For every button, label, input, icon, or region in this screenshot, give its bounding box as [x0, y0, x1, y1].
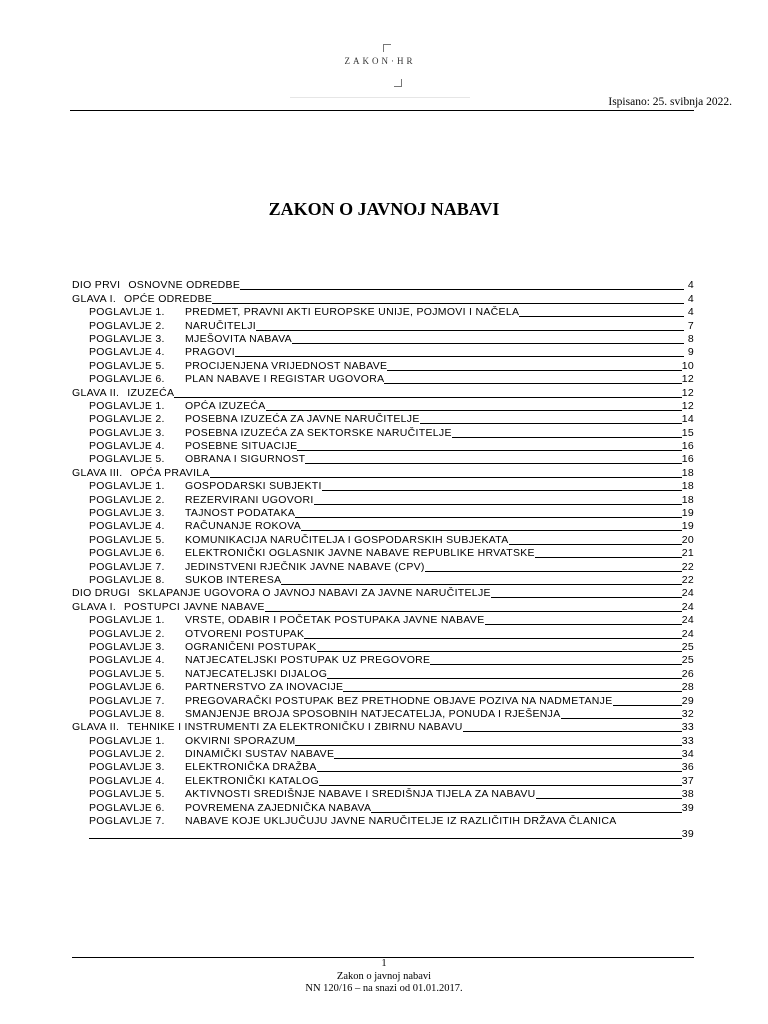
toc-leader-line	[535, 557, 682, 558]
toc-leader-line	[509, 544, 682, 545]
table-of-contents	[72, 279, 694, 841]
toc-entry-title: VRSTE, ODABIR I POČETAK POSTUPAKA JAVNE NABAVE	[185, 614, 485, 627]
toc-entry-number: POGLAVLJE 7.	[89, 815, 165, 828]
toc-entry-page: 12	[681, 386, 694, 399]
toc-entry-title: RAČUNANJE ROKOVA	[185, 520, 302, 533]
toc-entry-number: POGLAVLJE 3.	[89, 507, 165, 520]
toc-entry-page: 14	[681, 413, 694, 426]
toc-entry-page: 34	[681, 748, 694, 761]
page-footer	[0, 958, 768, 996]
toc-entry-title: NATJECATELJSKI POSTUPAK UZ PREGOVORE	[185, 654, 431, 667]
toc-entry[interactable]	[72, 413, 694, 426]
toc-entry-title: PREDMET, PRAVNI AKTI EUROPSKE UNIJE, POJMOVI I NAČELA	[185, 306, 520, 319]
toc-entry[interactable]	[72, 761, 694, 774]
toc-entry-title: SKLAPANJE UGOVORA O JAVNOJ NABAVI ZA JAVNE NARUČITELJE	[138, 587, 491, 600]
toc-entry-label	[89, 788, 536, 801]
toc-entry-title: SMANJENJE BROJA SPOSOBNIH NATJECATELJA, PONUDA I RJEŠENJA	[185, 707, 561, 720]
toc-entry-page: 19	[681, 507, 694, 520]
toc-entry-continuation	[72, 828, 694, 841]
header-rule	[70, 110, 694, 111]
toc-entry-number: POGLAVLJE 1.	[89, 480, 165, 493]
toc-entry-number: POGLAVLJE 6.	[89, 681, 165, 694]
toc-entry[interactable]	[72, 440, 694, 453]
toc-entry[interactable]	[72, 426, 694, 439]
toc-entry-label	[89, 306, 519, 319]
toc-entry-number: GLAVA III.	[72, 466, 123, 479]
toc-leader-line	[301, 530, 682, 531]
toc-entry-page: 4	[687, 279, 694, 292]
toc-entry-label	[89, 400, 266, 413]
toc-entry[interactable]	[72, 600, 694, 613]
footer-gazette-reference: NN 120/16 – na snazi od 01.01.2017.	[305, 983, 463, 994]
toc-entry-number: POGLAVLJE 4.	[89, 520, 165, 533]
toc-entry[interactable]	[72, 279, 694, 292]
toc-entry-title: OGRANIČENI POSTUPAK	[185, 640, 317, 653]
toc-entry-page: 16	[681, 453, 694, 466]
toc-entry-number: POGLAVLJE 1.	[89, 306, 165, 319]
toc-leader-line	[561, 718, 682, 719]
toc-leader-line	[292, 343, 684, 344]
toc-entry-page: 33	[681, 721, 694, 734]
logo-brand-text: ZAKON·HR	[344, 56, 416, 66]
toc-entry-page: 36	[681, 761, 694, 774]
toc-leader-line	[322, 490, 682, 491]
toc-entry-number: POGLAVLJE 5.	[89, 533, 165, 546]
toc-entry[interactable]	[72, 306, 694, 319]
toc-leader-line	[317, 651, 682, 652]
toc-entry-page: 18	[681, 493, 694, 506]
toc-entry[interactable]	[72, 292, 694, 305]
toc-entry-title: OPĆA PRAVILA	[130, 466, 210, 479]
toc-entry[interactable]	[72, 815, 694, 828]
toc-entry[interactable]	[72, 708, 694, 721]
toc-entry-label	[89, 494, 314, 507]
toc-entry-label	[89, 735, 295, 748]
toc-entry-title: JEDINSTVENI RJEČNIK JAVNE NABAVE (CPV)	[185, 560, 425, 573]
toc-entry-label	[89, 641, 317, 654]
toc-entry-title: PREGOVARAČKI POSTUPAK BEZ PRETHODNE OBJAVE POZIVA NA NADMETANJE	[185, 694, 613, 707]
toc-entry-number: POGLAVLJE 5.	[89, 359, 165, 372]
toc-entry-label	[72, 279, 240, 292]
toc-entry[interactable]	[72, 627, 694, 640]
toc-entry-page: 21	[681, 547, 694, 560]
toc-leader-line	[210, 477, 682, 478]
toc-entry-page: 12	[681, 373, 694, 386]
toc-leader-line	[266, 410, 682, 411]
toc-leader-line	[281, 584, 681, 585]
toc-entry-label	[89, 668, 327, 681]
toc-entry-number: POGLAVLJE 4.	[89, 774, 165, 787]
toc-entry[interactable]	[72, 774, 694, 787]
toc-entry-title: ELEKTRONIČKI KATALOG	[185, 774, 319, 787]
toc-entry-label	[89, 346, 235, 359]
toc-entry-number: DIO DRUGI	[72, 587, 131, 600]
toc-entry-title: OPĆE ODREDBE	[124, 292, 213, 305]
toc-entry[interactable]	[72, 480, 694, 493]
toc-entry-label	[89, 534, 509, 547]
logo-corner-top-left-icon	[383, 44, 391, 52]
toc-entry-label	[89, 480, 322, 493]
toc-entry-label	[89, 708, 561, 721]
toc-entry-page: 18	[681, 466, 694, 479]
toc-entry[interactable]	[72, 453, 694, 466]
toc-entry-title: GOSPODARSKI SUBJEKTI	[185, 480, 322, 493]
toc-entry[interactable]	[72, 507, 694, 520]
toc-entry-number: POGLAVLJE 5.	[89, 453, 165, 466]
toc-entry[interactable]	[72, 721, 694, 734]
toc-entry-number: POGLAVLJE 6.	[89, 801, 165, 814]
toc-leader-line	[314, 504, 682, 505]
toc-leader-line	[485, 624, 682, 625]
toc-entry-label	[89, 440, 297, 453]
toc-entry[interactable]	[72, 694, 694, 707]
toc-entry-label	[89, 427, 452, 440]
toc-entry-label	[89, 413, 420, 426]
toc-entry-number: POGLAVLJE 8.	[89, 707, 165, 720]
toc-entry[interactable]	[72, 493, 694, 506]
toc-entry-title: POSEBNA IZUZEĆA ZA JAVNE NARUČITELJE	[185, 413, 420, 426]
toc-entry-title: REZERVIRANI UGOVORI	[185, 493, 314, 506]
toc-entry-page: 19	[681, 520, 694, 533]
toc-entry-page: 33	[681, 734, 694, 747]
toc-entry-page: 24	[681, 627, 694, 640]
toc-entry[interactable]	[72, 319, 694, 332]
toc-entry-title: PLAN NABAVE I REGISTAR UGOVORA	[185, 373, 385, 386]
toc-entry-label	[89, 654, 430, 667]
toc-entry-label	[89, 561, 425, 574]
toc-leader-line	[536, 798, 682, 799]
toc-entry-page: 9	[687, 346, 694, 359]
toc-entry-page: 8	[687, 332, 694, 345]
toc-entry-title: PROCIJENJENA VRIJEDNOST NABAVE	[185, 359, 388, 372]
toc-entry-number: GLAVA I.	[72, 600, 117, 613]
toc-leader-line	[297, 450, 681, 451]
toc-leader-line	[463, 731, 682, 732]
toc-leader-line	[295, 517, 682, 518]
toc-entry-label	[89, 748, 334, 761]
toc-entry[interactable]	[72, 400, 694, 413]
toc-entry-title: OTVORENI POSTUPAK	[185, 627, 305, 640]
toc-entry-number: POGLAVLJE 4.	[89, 346, 165, 359]
toc-entry-page: 39	[681, 801, 694, 814]
toc-leader-line	[327, 678, 682, 679]
toc-entry-label	[72, 721, 463, 734]
toc-entry-page: 38	[681, 788, 694, 801]
toc-entry[interactable]	[72, 667, 694, 680]
toc-entry-title: ELEKTRONIČKI OGLASNIK JAVNE NABAVE REPUBLIKE HRVATSKE	[185, 547, 535, 560]
toc-entry[interactable]	[72, 801, 694, 814]
toc-entry-page: 25	[681, 640, 694, 653]
toc-leader-line	[371, 812, 681, 813]
toc-entry-title: SUKOB INTERESA	[185, 573, 282, 586]
toc-entry-number: POGLAVLJE 6.	[89, 547, 165, 560]
toc-leader-line	[491, 597, 682, 598]
toc-leader-line	[317, 771, 682, 772]
document-title: ZAKON O JAVNOJ NABAVI	[268, 199, 500, 219]
toc-entry[interactable]	[72, 641, 694, 654]
toc-entry[interactable]	[72, 466, 694, 479]
toc-entry-number: POGLAVLJE 3.	[89, 761, 165, 774]
toc-entry-number: POGLAVLJE 3.	[89, 640, 165, 653]
toc-entry-label	[89, 574, 281, 587]
toc-entry-number: POGLAVLJE 4.	[89, 440, 165, 453]
toc-leader-line	[89, 838, 682, 839]
toc-entry-number: GLAVA II.	[72, 721, 120, 734]
toc-leader-line	[319, 785, 682, 786]
toc-entry-page: 37	[681, 774, 694, 787]
toc-entry-page: 39	[681, 828, 694, 841]
toc-entry-title: PARTNERSTVO ZA INOVACIJE	[185, 681, 344, 694]
toc-entry-title: POVREMENA ZAJEDNIČKA NABAVA	[185, 801, 372, 814]
toc-entry-label	[72, 601, 265, 614]
toc-entry-page: 26	[681, 667, 694, 680]
toc-entry-title: OKVIRNI SPORAZUM	[185, 734, 296, 747]
toc-entry-label	[89, 775, 319, 788]
toc-entry[interactable]	[72, 547, 694, 560]
toc-entry[interactable]	[72, 748, 694, 761]
toc-entry-label	[89, 695, 613, 708]
toc-entry-label	[89, 507, 295, 520]
toc-entry[interactable]	[72, 386, 694, 399]
toc-entry-title: AKTIVNOSTI SREDIŠNJE NABAVE I SREDIŠNJA TIJELA ZA NABAVU	[185, 788, 536, 801]
toc-entry-number: GLAVA I.	[72, 292, 117, 305]
toc-entry[interactable]	[72, 346, 694, 359]
toc-leader-line	[384, 383, 681, 384]
toc-leader-line	[174, 397, 681, 398]
toc-entry-page: 28	[681, 681, 694, 694]
logo-divider	[290, 97, 470, 98]
toc-entry-label	[72, 467, 210, 480]
toc-entry[interactable]	[72, 614, 694, 627]
toc-entry-number: POGLAVLJE 8.	[89, 573, 165, 586]
toc-entry-title: POSEBNA IZUZEĆA ZA SEKTORSKE NARUČITELJE	[185, 426, 452, 439]
footer-document-name: Zakon o javnoj nabavi	[336, 970, 432, 982]
toc-entry-number: POGLAVLJE 5.	[89, 788, 165, 801]
toc-entry-title: KOMUNIKACIJA NARUČITELJA I GOSPODARSKIH SUBJEKATA	[185, 533, 509, 546]
toc-entry-label	[89, 614, 485, 627]
toc-entry-number: POGLAVLJE 4.	[89, 654, 165, 667]
toc-entry-number: POGLAVLJE 1.	[89, 614, 165, 627]
toc-entry-label	[89, 761, 317, 774]
zakon-hr-logo	[290, 38, 470, 98]
toc-entry-title: MJEŠOVITA NABAVA	[185, 332, 292, 345]
toc-entry-title: DINAMIČKI SUSTAV NABAVE	[185, 748, 335, 761]
toc-entry-number: POGLAVLJE 1.	[89, 734, 165, 747]
toc-entry[interactable]	[72, 587, 694, 600]
toc-entry-label	[89, 320, 256, 333]
toc-entry-title: TEHNIKE I INSTRUMENTI ZA ELEKTRONIČKU I ZBIRNU NABAVU	[127, 721, 463, 734]
toc-entry-number: DIO PRVI	[72, 279, 121, 292]
toc-entry-page: 4	[687, 306, 694, 319]
toc-entry-number: POGLAVLJE 5.	[89, 667, 165, 680]
toc-entry[interactable]	[72, 520, 694, 533]
toc-leader-line	[334, 758, 681, 759]
toc-entry-page: 10	[681, 359, 694, 372]
toc-entry-label	[89, 520, 301, 533]
toc-entry-page: 24	[681, 600, 694, 613]
toc-entry-title: OSNOVNE ODREDBE	[128, 279, 241, 292]
toc-leader-line	[295, 745, 681, 746]
toc-entry[interactable]	[72, 681, 694, 694]
toc-leader-line	[420, 423, 682, 424]
toc-entry-number: POGLAVLJE 2.	[89, 627, 165, 640]
logo-corner-bottom-right-icon	[394, 79, 402, 87]
toc-entry-title: IZUZEĆA	[127, 386, 175, 399]
toc-entry-page: 4	[687, 292, 694, 305]
toc-entry-page: 15	[681, 426, 694, 439]
toc-entry-label	[89, 453, 305, 466]
toc-entry[interactable]	[72, 333, 694, 346]
toc-entry-label	[72, 293, 212, 306]
toc-entry-page: 22	[681, 560, 694, 573]
toc-entry-title: OPĆA IZUZEĆA	[185, 399, 266, 412]
toc-entry-title: POSEBNE SITUACIJE	[185, 440, 298, 453]
toc-entry-label	[89, 373, 384, 386]
toc-entry-page: 12	[681, 399, 694, 412]
toc-entry-label	[89, 628, 304, 641]
toc-entry-number: POGLAVLJE 1.	[89, 399, 165, 412]
toc-entry-number: POGLAVLJE 7.	[89, 560, 165, 573]
toc-entry-number: POGLAVLJE 2.	[89, 413, 165, 426]
toc-entry-label	[89, 360, 387, 373]
toc-leader-line	[265, 611, 682, 612]
toc-entry[interactable]	[72, 788, 694, 801]
toc-leader-line	[387, 370, 681, 371]
toc-entry-title: NARUČITELJI	[185, 319, 256, 332]
toc-entry-number: POGLAVLJE 6.	[89, 373, 165, 386]
toc-entry-number: POGLAVLJE 2.	[89, 319, 165, 332]
toc-entry[interactable]	[72, 654, 694, 667]
toc-entry-number: POGLAVLJE 7.	[89, 694, 165, 707]
toc-entry-page: 18	[681, 480, 694, 493]
toc-leader-line	[425, 571, 682, 572]
toc-entry-label	[89, 333, 292, 346]
toc-entry[interactable]	[72, 574, 694, 587]
toc-entry-label	[89, 547, 535, 560]
toc-entry-label	[72, 387, 174, 400]
toc-entry-label	[89, 802, 371, 815]
toc-entry-label	[72, 587, 491, 600]
toc-entry-number: GLAVA II.	[72, 386, 120, 399]
toc-entry-number: POGLAVLJE 2.	[89, 493, 165, 506]
toc-entry-title: PRAGOVI	[185, 346, 235, 359]
toc-entry-label	[89, 681, 343, 694]
toc-entry[interactable]	[72, 359, 694, 372]
toc-entry-title: OBRANA I SIGURNOST	[185, 453, 306, 466]
footer-page-number: 1	[381, 958, 387, 969]
toc-entry-title: TAJNOST PODATAKA	[185, 507, 296, 520]
toc-leader-line	[235, 356, 684, 357]
toc-entry-title: NATJECATELJSKI DIJALOG	[185, 667, 328, 680]
toc-entry-page: 25	[681, 654, 694, 667]
toc-leader-line	[256, 330, 684, 331]
toc-entry[interactable]	[72, 734, 694, 747]
toc-leader-line	[305, 463, 681, 464]
toc-entry-page: 32	[681, 707, 694, 720]
toc-entry-number: POGLAVLJE 3.	[89, 426, 165, 439]
toc-entry-page: 24	[681, 587, 694, 600]
toc-entry[interactable]	[72, 560, 694, 573]
toc-entry[interactable]	[72, 373, 694, 386]
toc-entry-page: 16	[681, 440, 694, 453]
toc-leader-line	[240, 289, 684, 290]
toc-leader-line	[613, 705, 682, 706]
toc-leader-line	[430, 664, 681, 665]
toc-entry-page: 24	[681, 614, 694, 627]
toc-entry-page: 7	[687, 319, 694, 332]
toc-entry[interactable]	[72, 533, 694, 546]
toc-entry-number: POGLAVLJE 2.	[89, 748, 165, 761]
toc-entry-page: 22	[681, 573, 694, 586]
printed-date: Ispisano: 25. svibnja 2022.	[608, 96, 732, 108]
toc-entry-title: NABAVE KOJE UKLJUČUJU JAVNE NARUČITELJE IZ RAZLIČITIH DRŽAVA ČLANICA	[185, 815, 617, 828]
toc-leader-line	[343, 691, 681, 692]
toc-entry-page: 29	[681, 694, 694, 707]
toc-entry-title: POSTUPCI JAVNE NABAVE	[124, 600, 265, 613]
toc-leader-line	[304, 638, 681, 639]
toc-entry-number: POGLAVLJE 3.	[89, 332, 165, 345]
toc-leader-line	[212, 303, 684, 304]
toc-entry-page: 20	[681, 533, 694, 546]
toc-entry-label	[89, 815, 617, 828]
toc-leader-line	[519, 316, 684, 317]
toc-entry-title: ELEKTRONIČKA DRAŽBA	[185, 761, 317, 774]
toc-leader-line	[452, 437, 682, 438]
